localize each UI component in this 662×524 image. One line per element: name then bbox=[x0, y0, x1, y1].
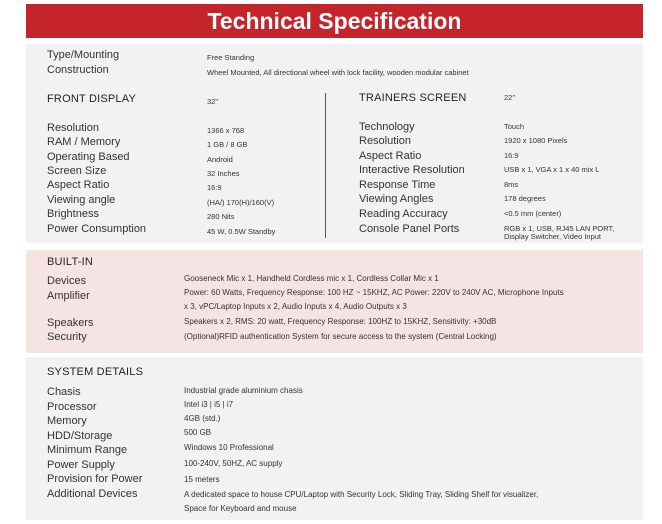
page-title: Technical Specification bbox=[26, 4, 643, 38]
spec-label-type-mounting: Type/Mounting bbox=[47, 49, 120, 61]
fd-value-aspect-ratio: 16:9 bbox=[207, 183, 222, 192]
sd-label-chasis: Chasis bbox=[47, 386, 81, 398]
ts-label-interactive-resolution: Interactive Resolution bbox=[359, 164, 465, 176]
ts-label-response-time: Response Time bbox=[359, 179, 436, 191]
trainers-screen-size: 22" bbox=[504, 93, 516, 102]
sd-label-memory: Memory bbox=[47, 415, 87, 427]
system-details-heading: SYSTEM DETAILS bbox=[47, 366, 144, 378]
fd-label-power: Power Consumption bbox=[47, 223, 147, 235]
fd-label-resolution: Resolution bbox=[47, 122, 99, 134]
ts-label-resolution: Resolution bbox=[359, 135, 411, 147]
fd-value-ram: 1 GB / 8 GB bbox=[207, 140, 248, 149]
bi-value-amplifier: Power: 60 Watts, Frequency Response: 100 HZ ~ 15KHZ, AC Power: 220V to 240V AC, Microphone Inputs bbox=[184, 288, 564, 297]
spec-value-construction: Wheel Mounted, All directional wheel with lock facility, wooden modular cabinet bbox=[207, 68, 469, 77]
ts-value-console-ports: RGB x 1, USB, RJ45 LAN PORT, bbox=[504, 224, 615, 233]
fd-label-brightness: Brightness bbox=[47, 208, 99, 220]
ts-value-aspect-ratio: 16:9 bbox=[504, 151, 519, 160]
bi-label-devices: Devices bbox=[47, 275, 87, 287]
sd-value-memory: 4GB (std.) bbox=[184, 414, 221, 423]
spec-value-type-mounting: Free Standing bbox=[207, 53, 255, 62]
ts-value-technology: Touch bbox=[504, 122, 525, 131]
sd-label-provision-power: Provision for Power bbox=[47, 473, 143, 485]
bi-label-speakers: Speakers bbox=[47, 317, 94, 329]
trainers-screen-heading: TRAINERS SCREEN bbox=[359, 92, 467, 104]
ts-label-console-ports: Console Panel Ports bbox=[359, 223, 460, 235]
bi-label-security: Security bbox=[47, 331, 87, 343]
sd-value-storage: 500 GB bbox=[184, 428, 212, 437]
sd-label-storage: HDD/Storage bbox=[47, 430, 113, 442]
sd-value-power-supply: 100-240V, 50HZ, AC supply bbox=[184, 459, 283, 468]
bi-value-speakers: Speakers x 2, RMS: 20 watt, Frequency Response: 100HZ to 15KHZ, Sensitivity: +30dB bbox=[184, 317, 497, 326]
sd-value-chasis: Industrial grade aluminium chasis bbox=[184, 386, 303, 395]
ts-value-response-time: 8ms bbox=[504, 180, 519, 189]
ts-value-resolution: 1920 x 1080 Pixels bbox=[504, 136, 568, 145]
sd-value-provision-power: 15 meters bbox=[184, 475, 220, 484]
ts-label-reading-accuracy: Reading Accuracy bbox=[359, 208, 448, 220]
fd-label-aspect-ratio: Aspect Ratio bbox=[47, 179, 110, 191]
ts-label-viewing-angles: Viewing Angles bbox=[359, 193, 434, 205]
fd-label-viewing-angle: Viewing angle bbox=[47, 194, 116, 206]
built-in-heading: BUILT-IN bbox=[47, 256, 94, 268]
fd-value-viewing-angle: (HA/) 170(H)/160(V) bbox=[207, 198, 275, 207]
fd-label-os: Operating Based bbox=[47, 151, 130, 163]
sd-label-additional-devices: Additional Devices bbox=[47, 488, 138, 500]
fd-value-brightness: 280 Nits bbox=[207, 212, 235, 221]
spec-label-construction: Construction bbox=[47, 64, 109, 76]
fd-value-power: 45 W, 0.5W Standby bbox=[207, 227, 276, 236]
bi-value-security: (Optional)RFID authentication System for secure access to the system (Central Locking) bbox=[184, 332, 497, 341]
sd-label-power-supply: Power Supply bbox=[47, 459, 115, 471]
ts-value-reading-accuracy: <0.5 mm (center) bbox=[504, 209, 562, 218]
ts-label-technology: Technology bbox=[359, 121, 415, 133]
sd-label-processor: Processor bbox=[47, 401, 97, 413]
ts-value-console-ports-line2: Display Switcher, Video Input bbox=[504, 232, 601, 241]
column-divider bbox=[325, 93, 326, 238]
bi-value-amplifier-line2: x 3, vPC/Laptop Inputs x 2, Audio Inputs x 4, Audio Outputs x 3 bbox=[184, 302, 407, 311]
bi-label-amplifier: Amplifier bbox=[47, 290, 90, 302]
sd-value-minimum-range: Windows 10 Professional bbox=[184, 443, 274, 452]
front-display-size: 32" bbox=[207, 97, 219, 106]
fd-label-ram: RAM / Memory bbox=[47, 136, 121, 148]
ts-value-viewing-angles: 178 degrees bbox=[504, 194, 546, 203]
fd-label-screen-size: Screen Size bbox=[47, 165, 107, 177]
sd-label-minimum-range: Minimum Range bbox=[47, 444, 128, 456]
sd-value-additional-devices-line2: Space for Keyboard and mouse bbox=[184, 504, 297, 513]
ts-value-interactive-resolution: USB x 1, VGA x 1 x 40 mix L bbox=[504, 165, 600, 174]
fd-value-os: Android bbox=[207, 155, 233, 164]
fd-value-screen-size: 32 Inches bbox=[207, 169, 240, 178]
fd-value-resolution: 1366 x 768 bbox=[207, 126, 245, 135]
bi-value-devices: Gooseneck Mic x 1, Handheld Cordless mic x 1, Cordless Collar Mic x 1 bbox=[184, 274, 439, 283]
ts-label-aspect-ratio: Aspect Ratio bbox=[359, 150, 422, 162]
sd-value-processor: Intel i3 | i5 | i7 bbox=[184, 400, 234, 409]
sd-value-additional-devices: A dedicated space to house CPU/Laptop with Security Lock, Sliding Tray, Sliding Shelf for visualizer, bbox=[184, 490, 539, 499]
front-display-heading: FRONT DISPLAY bbox=[47, 93, 136, 105]
